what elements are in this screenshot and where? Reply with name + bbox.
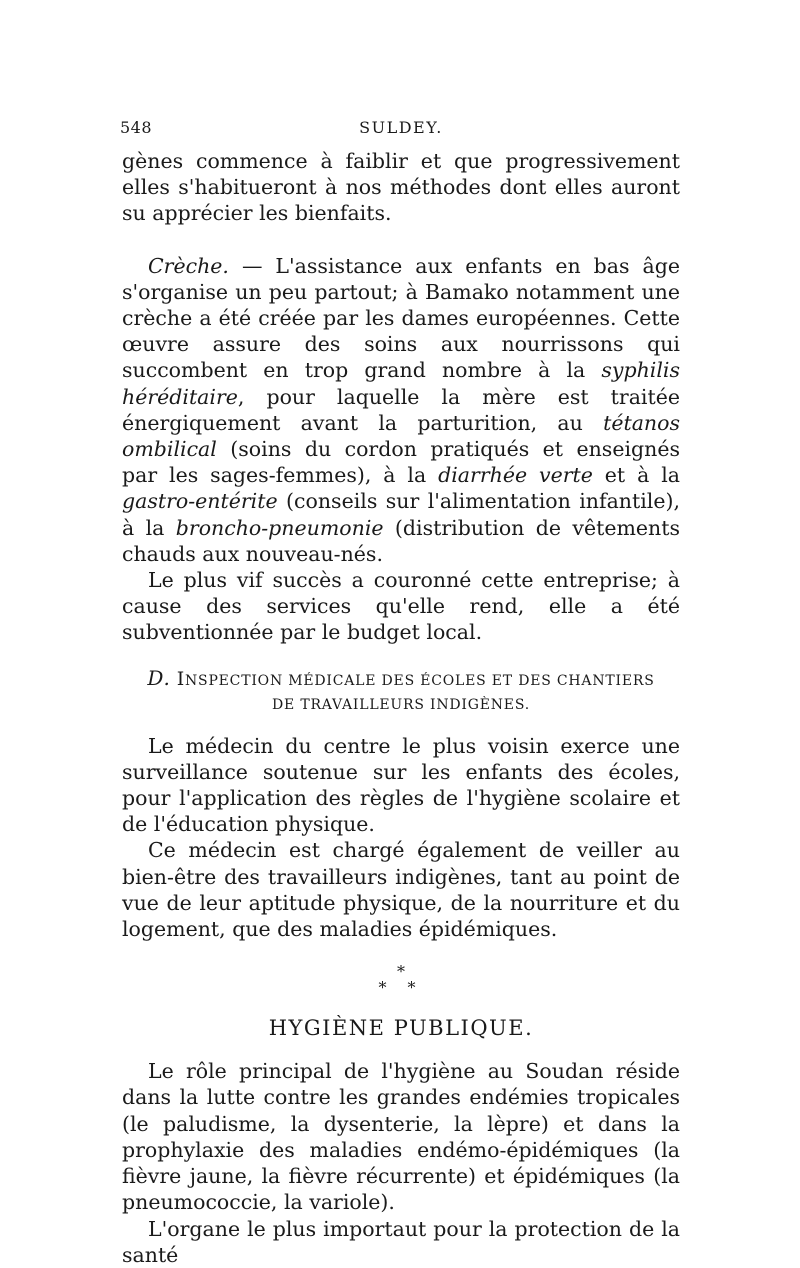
section-title-initial: I [176,667,185,690]
creche-paragraph [122,253,680,567]
creche-text-1: — L'assistance aux enfants en bas âge s'organise un peu partout; à Bamako notamment une crèche a été créée par les dames européennes. Cette œuvre assure des soins aux nourrissons qui succombent en trop grand nombre à la [122,253,680,383]
term-syphilis: syphilis héréditaire [122,358,680,409]
section-d-heading-line1 [122,666,680,693]
creche-text-5: (conseils sur l'alimentation infantile), à la [122,489,680,540]
book-page [122,118,680,1268]
section-title-rest: NSPECTION MÉDICALE DES ÉCOLES ET DES CHANTIERS [185,672,655,689]
inspection-paragraph-1: Le médecin du centre le plus voisin exerce une surveillance soutenue sur les enfants des écoles, pour l'application des règles de l'hygiène scolaire et de l'éducation physique. [122,733,680,837]
section-d-heading [122,666,680,717]
section-letter: D. [147,665,171,690]
page-number: 548 [120,118,153,137]
creche-text-2: , pour laquelle la mère est traitée énergiquement avant la parturition, au [122,384,680,435]
term-tetanos: tétanos ombilical [122,410,680,462]
term-gastro: gastro-entérite [122,489,278,514]
creche-text-3: (soins du cordon pratiqués et enseignés par les sages-femmes), à la [122,437,680,488]
creche-success-paragraph: Le plus vif succès a couronné cette entreprise; à cause des services qu'elle rend, elle a été subventionnée par le budget local. [122,568,680,645]
running-head-author: SULDEY. [359,118,443,137]
creche-text-6: (distribution de vêtements chauds aux nouveau-nés. [122,515,680,566]
term-broncho: broncho-pneumonie [175,515,384,540]
asterism-top: * [397,962,405,982]
asterism-divider [122,964,680,996]
intro-paragraph: gènes commence à faiblir et que progressivement elles s'habitueront à nos méthodes dont elles auront su apprécier les bienfaits. [122,149,680,226]
section-d-heading-line2: DE TRAVAILLEURS INDIGÈNES. [272,696,530,713]
inspection-paragraph-2: Ce médecin est chargé également de veiller au bien-être des travailleurs indigènes, tant au point de vue de leur aptitude physique, de la nourriture et du logement, que des maladies épidémiques. [122,838,680,942]
running-head [122,118,680,148]
creche-label: Crèche. [148,253,229,278]
chapter-title: HYGIÈNE PUBLIQUE. [268,1016,534,1041]
creche-text-4: et à la [592,463,680,488]
hygiene-paragraph-2: L'organe le plus importaut pour la protection de la santé [122,1216,680,1267]
hygiene-paragraph-1: Le rôle principal de l'hygiène au Soudan réside dans la lutte contre les grandes endémies tropicales (le paludisme, la dysenterie, la lèpre) et dans la prophylaxie des maladies endémo-épidémiques (la fièvre jaune, la fièvre récurrente) et épidémiques (la pneumococcie, la variole). [122,1059,680,1215]
term-diarrhee: diarrhée verte [438,463,593,488]
asterism-bottom: * * [378,978,424,998]
